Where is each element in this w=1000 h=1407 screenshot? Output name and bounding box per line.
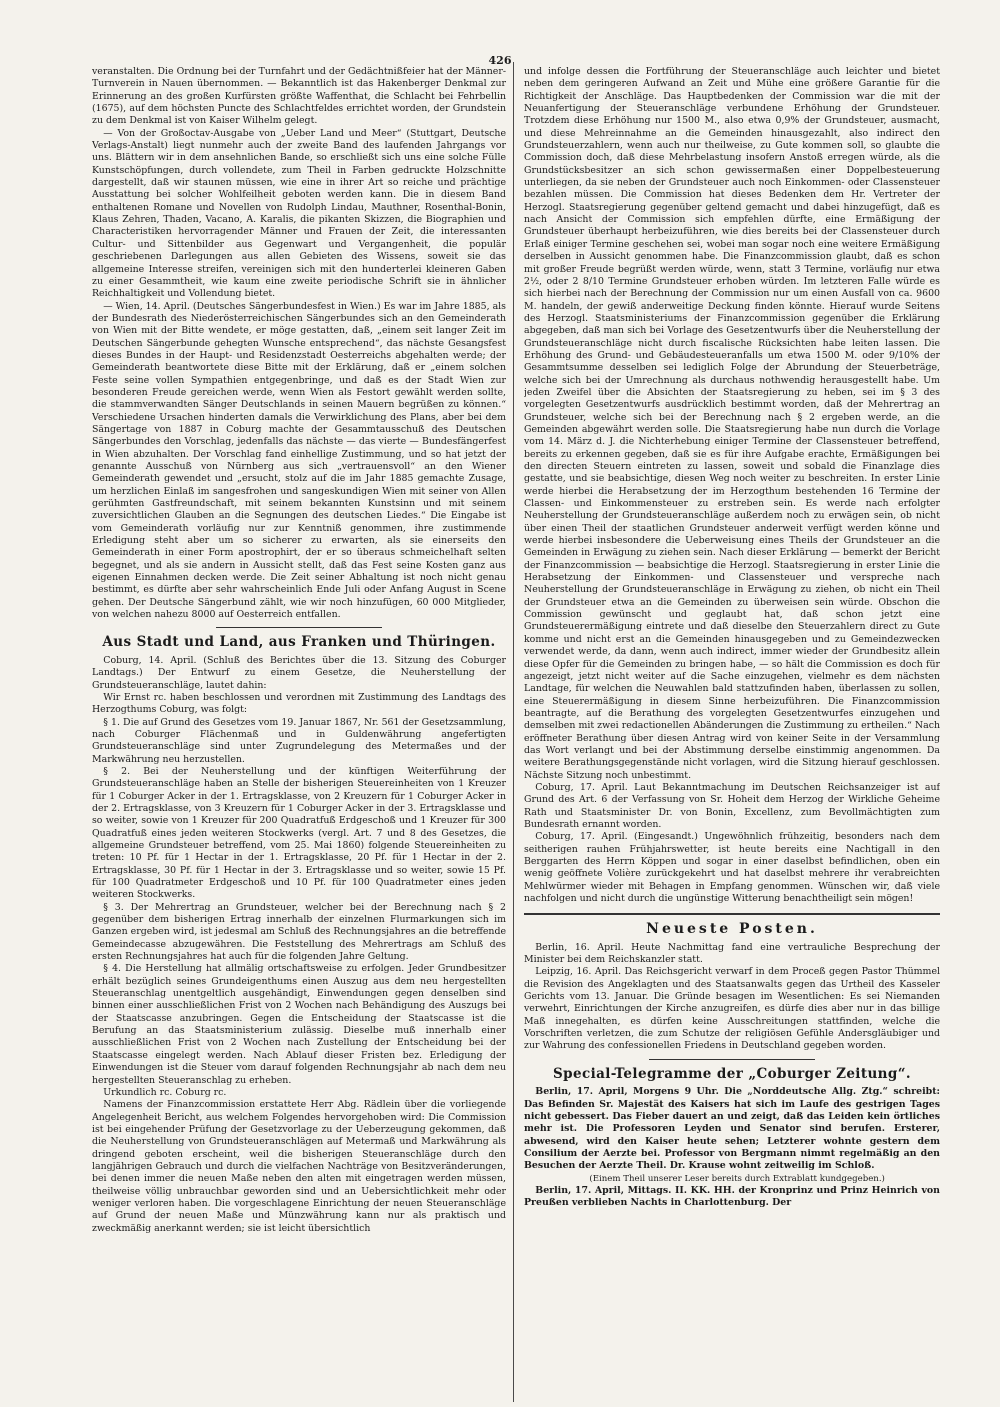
article-paragraph: Namens der Finanzcommission erstattete Herr Abg. Rädlein über die vorliegende Angelegenheit Bericht, aus welchem Folgendes hervorgehoben wird: Die Commission ist bei eingehender Prüfung der Gesetzvorlage zu der Ueberzeugung gekommen, daß die Neuherstellung von Grundsteueranschlägen auf Metermaß und Markwährung als dringend geboten erscheint, weil die bisherigen Steueranschläge durch den langjährigen Gebrauch und durch die vielfachen Nachträge von Besitzveränderungen, bei denen immer die neuen Maße neben den alten mit eingetragen werden müssen, theilweise völlig unbrauchbar geworden sind und an Uebersichtlichkeit mehr oder weniger verloren haben. Die vorgeschlagene Einrichtung der neuen Steueranschläge auf Grund der neuen Maße und Münzwährung kann nur als praktisch und zweckmäßig anerkannt werden; sie ist leicht übersichtlich xyxy=(92,1099,506,1234)
article-paragraph: § 1. Die auf Grund des Gesetzes vom 19. Januar 1867, Nr. 561 der Gesetzsammlung, nach Coburger Flächenmaß und in Guldenwährung angefertigten Grundsteueranschläge sind unter Zugrundelegung des Metermaßes und der Markwährung neu herzustellen. xyxy=(92,716,506,765)
section-divider xyxy=(216,627,382,628)
article-paragraph: Wir Ernst rc. haben beschlossen und verordnen mit Zustimmung des Landtags des Herzogthums Coburg, was folgt: xyxy=(92,691,506,716)
article-paragraph: — Wien, 14. April. (Deutsches Sängerbundesfest in Wien.) Es war im Jahre 1885, als der Bundesrath des Niederösterreichischen Sängerbundes sich an den Gemeinderath von Wien mit der Bitte wendete, er möge gestatten, daß, „einem seit langer Zeit im Deutschen Sängerbunde gehegten Wunsche entsprechend“, das nächste Gesangsfest dieses Bundes in der Haupt- und Residenzstadt Oesterreichs abgehalten werde; der Gemeinderath beantwortete diese Bitte mit der Erklärung, daß er „einem solchen Feste seine vollen Sympathien entgegenbringe, und daß es der Stadt Wien zur besonderen Freude gereichen werde, wenn Wien als Festort gewählt werden sollte, die stammverwandten Sänger Deutschlands in seinen Mauern begrüßen zu können.“ Verschiedene Ursachen hinderten damals die Verwirklichung des Plans, aber bei dem Sängertage von 1887 in Coburg machte der Gesammtausschuß des Deutschen Sängerbundes den Vorschlag, jedenfalls das nächste — das vierte — Bundesfängerfest in Wien abzuhalten. Der Vorschlag fand einhellige Zustimmung, und so hat jetzt der genannte Ausschuß von Nürnberg aus sich „vertrauensvoll“ an den Wiener Gemeinderath gewendet und „ersucht, stolz auf die im Jahr 1885 gemachte Zusage, um herzlichen Einlaß im sangesfrohen und sangeskundigen Wien mit seiner von Allen gerühmten Gastfreundschaft, mit seinem bekannten Kunstsinn und mit seinem zuversichtlichen Glauben an die Segnungen des deutschen Liedes.“ Die Eingabe ist vom Gemeinderath vorläufig nur zur Kenntniß genommen, ihre zustimmende Erledigung steht aber um so sicherer zu erwarten, als sie einerseits den Gemeinderath in einer Form apostrophirt, der er so überaus schmeichelhaft selten begegnet, und als sie andern in Aussicht stellt, daß das Fest seine Kosten ganz aus eigenen Einnahmen decken werde. Die Zeit seiner Abhaltung ist noch nicht genau bestimmt, es dürfte aber sehr wahrscheinlich Ende Juli oder Anfang August in Scene gehen. Der Deutsche Sängerbund zählt, wie wir noch hinzufügen, 60 000 Mitglieder, von welchen nahezu 8000 auf Oesterreich entfallen. xyxy=(92,300,506,621)
section-heading: Neueste Posten. xyxy=(646,921,818,938)
article-paragraph: Coburg, 17. April. Laut Bekanntmachung im Deutschen Reichsanzeiger ist auf Grund des Art. 6 der Verfassung von Sr. Hoheit dem Herzog der Wirkliche Geheime Rath und Staatsminister Dr. von Bonin, Excellenz, zum Bevollmächtigten zum Bundesrath ernannt worden. xyxy=(524,781,940,830)
page-number: 426 xyxy=(488,54,512,67)
section-divider xyxy=(649,1059,815,1060)
article-paragraph: — Von der Großoctav-Ausgabe von „Ueber Land und Meer“ (Stuttgart, Deutsche Verlags-Anstalt) liegt nunmehr auch der zweite Band des laufenden Jahrgangs vor uns. Blättern wir in dem ansehnlichen Bande, so erschließt sich uns eine solche Fülle Kunstschöpfungen, durch vollendete, zum Theil in Farben gedruckte Holzschnitte dargestellt, daß wir staunen müssen, wie eine in ihrer Art so reiche und prächtige Ausstattung bei solcher Wohlfeilheit geboten werden kann. Die in diesem Band enthaltenen Romane und Novellen von Rudolph Lindau, Mauthner, Rosenthal-Bonin, Klaus Zehren, Thaden, Vacano, A. Karalis, die pikanten Skizzen, die Biographien und Characteristiken hervorragender Männer und Frauen der Zeit, die interessanten Cultur- und Sittenbilder aus Gegenwart und Vergangenheit, die populär geschriebenen Darlegungen aus allen Gebieten des Wissens, soweit sie das allgemeine Interesse streifen, vereinigen sich mit den hunderterlei kleineren Gaben zu einer Gesammtheit, wie kaum eine zweite periodische Schrift sie in ähnlicher Reichhaltigkeit und Vollendung bietet. xyxy=(92,127,506,300)
editor-note: (Einem Theil unserer Leser bereits durch Extrablatt kundgegeben.) xyxy=(589,1173,885,1184)
section-divider xyxy=(524,913,940,915)
section-heading: Special-Telegramme der „Coburger Zeitung“. xyxy=(552,1065,912,1082)
telegram-paragraph: Berlin, 17. April, Mittags. II. KK. HH. der Kronprinz und Prinz Heinrich von Preußen verblieben Nachts in Charlottenburg. Der xyxy=(524,1184,940,1209)
article-paragraph: § 3. Der Mehrertrag an Grundsteuer, welcher bei der Berechnung nach § 2 gegenüber dem bisherigen Ertrag innerhalb der einzelnen Flurmarkungen sich im Ganzen ergeben wird, ist jedesmal am Schluß des Rechnungsjahres an die betreffende Gemeindecasse abzugewähren. Die Feststellung des Mehrertrags am Schluß des ersten Rechnungsjahres hat auch für die folgenden Jahre Geltung. xyxy=(92,901,506,963)
article-paragraph: Coburg, 17. April. (Eingesandt.) Ungewöhnlich frühzeitig, besonders nach dem seitherigen rauhen Frühjahrswetter, ist heute bereits eine Nachtigall in den Berggarten des Herrn Köppen und sogar in einer daselbst befindlichen, oben ein wenig geöffnete Volière zurückgekehrt und hat daselbst mehrere ihr verabreichten Mehlwürmer wieder mit Behagen in Empfang genommen. Wünschen wir, daß viele nachfolgen und nicht durch die ungünstige Witterung benachtheiligt sein mögen! xyxy=(524,831,940,905)
article-paragraph: und infolge dessen die Fortführung der Steueranschläge auch leichter und bietet neben dem geringeren Aufwand an Zeit und Mühe eine größere Garantie für die Richtigkeit der Anschläge. Das Hauptbedenken der Commission war die mit der Neuanfertigung der Steueranschläge verbundene Erhöhung der Grundsteuer. Trotzdem diese Erhöhung nur 1500 M., also etwa 0,9% der Grundsteuer, ausmacht, und diese Mehreinnahme an die Gemeinden hinausgezahlt, also indirect den Grundsteuerzahlern, wenn auch nur theilweise, zu Gute kommen soll, so glaubte die Commission doch, daß diese Mehrbelastung insofern Anstoß erregen würde, als die Grundstücksbesitzer an sich schon gewissermaßen einer Doppelbesteuerung unterliegen, da sie neben der Grundsteuer auch noch Einkommen- oder Classensteuer bezahlen müssen. Die Commission hat dieses Bedenken dem Hr. Vertreter der Herzogl. Staatsregierung gegenüber geltend gemacht und dabei hinzugefügt, daß es nach Ansicht der Commission sich empfehlen dürfte, eine Ermäßigung der Grundsteuer überhaupt herbeizuführen, wie dies bereits bei der Classensteuer durch Erlaß einiger Termine geschehen sei, wobei man sogar noch eine weitere Ermäßigung derselben in Aussicht genommen habe. Die Finanzcommission glaubt, daß es schon mit großer Freude begrüßt werden würde, wenn, statt 3 Termine, vorläufig nur etwa 2½, oder 2 8/10 Termine Grundsteuer erhoben würden. Im letzteren Falle würde es sich hierbei nach der Berechnung der Commission nur um einen Ausfall von ca. 9600 M. handeln, der gewiß anderweitige Deckung finden könnte. Hierauf wurde Seitens des Herzogl. Staatsministeriums der Finanzcommission gegenüber die Erklärung abgegeben, daß man sich bei Vorlage des Gesetzentwurfs über die Neuherstellung der Grundsteueranschläge nicht durch fiscalische Rücksichten habe leiten lassen. Die Erhöhung des Grund- und Gebäudesteueranfalls um etwa 1500 M. oder 9/10% der Gesammtsumme desselben sei lediglich Folge der Abrundung der Steuerbeträge, welche sich bei der Umrechnung als durchaus nothwendig herausgestellt habe. Um jeden Zweifel über die Absichten der Staatsregierung zu heben, sei im § 3 des vorgelegten Gesetzentwurfs ausdrücklich bestimmt worden, daß der Mehrertrag an Grundsteuer, welche sich bei der Berechnung nach § 2 ergeben werde, an die Gemeinden abgewährt werden solle. Die Staatsregierung habe nun durch die Vorlage vom 14. März d. J. die Nichterhebung einiger Termine der Classensteuer betreffend, bereits zu erkennen gegeben, daß sie es für ihre Aufgabe erachte, Ermäßigungen bei den directen Steuern eintreten zu lassen, soweit und sobald die Finanzlage dies gestatte, und sie beabsichtige, diesen Weg noch weiter zu beschreiten. In erster Linie werde hierbei die Herabsetzung der im Herzogthum bestehenden 16 Termine der Classen- und Einkommensteuer zu erstreben sein. Es werde nach erfolgter Neuherstellung der Grundsteueranschläge außerdem noch zu erwägen sein, ob nicht über einen Theil der staatlichen Grundsteuer anderweit verfügt werden könne und werde hierbei insbesondere die Ueberweisung eines Theils der Grundsteuer an die Gemeinden in Erwägung zu ziehen sein. Nach dieser Erklärung — bemerkt der Bericht der Finanzcommission — beabsichtige die Herzogl. Staatsregierung in erster Linie die Herabsetzung der Einkommen- und Classensteuer und verspreche nach Neuherstellung der Grundsteueranschläge in Erwägung zu ziehen, ob nicht ein Theil der Grundsteuer etwa an die Gemeinden zu überweisen sein würde. Obschon die Commission gewünscht und geglaubt hat, daß schon jetzt eine Grundsteuerermäßigung eintrete und daß dieselbe den Steuerzahlern direct zu Gute komme und nicht erst an die Gemeinden hinausgegeben und zu Gemeindezwecken verwendet werde, da dann, wenn auch indirect, immer wieder der Grundbesitz allein diese Opfer für die Gemeinden zu bringen habe, — so hält die Commission es doch für angezeigt, jetzt nicht weiter auf die Sache einzugehen, vielmehr es dem nächsten Landtage, für welchen die Neuwahlen bald stattzufinden haben, überlassen zu sollen, eine Steuerermäßigung in diesem Sinne herbeizuführen. Die Finanzcommission beantragte, auf die Berathung des vorgelegten Gesetzentwurfes einzugehen und demselben mit zwei redactionellen Abänderungen die Zustimmung zu ertheilen.“ Nach eröffneter Berathung über diesen Antrag wird von keiner Seite in der Versammlung das Wort verlangt und bei der Abstimmung derselbe einstimmig angenommen. Da weitere Berathungsgegenstände nicht vorlagen, wird die Sitzung hierauf geschlossen. Nächste Sitzung noch unbestimmt. xyxy=(524,66,940,781)
article-paragraph: Berlin, 16. April. Heute Nachmittag fand eine vertrauliche Besprechung der Minister bei dem Reichskanzler statt. xyxy=(524,941,940,966)
article-paragraph: Leipzig, 16. April. Das Reichsgericht verwarf in dem Proceß gegen Pastor Thümmel die Revision des Angeklagten und des Staatsanwalts gegen das Urtheil des Kasseler Gerichts vom 13. Januar. Die Gründe besagen im Wesentlichen: Es sei Niemanden verwehrt, Einrichtungen der Kirche anzugreifen, es dürfe dies aber nur in das billige Maß innegehalten, es dürfen keine Ausschreitungen stattfinden, welche die Vorschriften verletzen, die zum Schutze der religiösen Gefühle Andersgläubiger und zur Wahrung des confessionellen Friedens in Deutschland gegeben worden. xyxy=(524,966,940,1052)
article-paragraph: § 4. Die Herstellung hat allmälig ortschaftsweise zu erfolgen. Jeder Grundbesitzer erhält bezüglich seines Grundeigenthums einen Auszug aus dem neu hergestellten Steueranschlag unentgeltlich ausgehändigt, Einwendungen gegen denselben sind binnen einer ausschließlichen Frist von 2 Wochen nach Behändigung des Auszugs bei der Staatscasse anzubringen. Gegen die Entscheidung der Staatscasse ist die Berufung an das Staatsministerium zulässig. Dieselbe muß innerhalb einer ausschließlichen Frist von 2 Wochen nach Zustellung der Entscheidung bei der Staatscasse eingelegt werden. Nach Ablauf dieser Fristen bez. Erledigung der Einwendungen ist die Steuer vom darauf folgenden Rechnungsjahr ab nach dem neu hergestellten Steueranschlag zu erheben. xyxy=(92,963,506,1086)
section-heading: Aus Stadt und Land, aus Franken und Thüringen. xyxy=(102,634,496,651)
right-column xyxy=(524,66,940,1401)
article-paragraph: veranstalten. Die Ordnung bei der Turnfahrt und der Gedächtnißfeier hat der Männer-Turnverein in Nauen übernommen. — Bekanntlich ist das Hakenberger Denkmal zur Erinnerung an des großen Kurfürsten größte Waffenthat, die Schlacht bei Fehrbellin (1675), auf dem höchsten Puncte des Schlachtfeldes errichtet worden, der Grundstein zu dem Denkmal ist von Kaiser Wilhelm gelegt. xyxy=(92,66,506,127)
article-paragraph: Coburg, 14. April. (Schluß des Berichtes über die 13. Sitzung des Coburger Landtags.) Der Entwurf zu einem Gesetze, die Neuherstellung der Grundsteueranschläge, lautet dahin: xyxy=(92,654,506,691)
article-paragraph: Urkundlich rc. Coburg rc. xyxy=(103,1086,227,1098)
telegram-paragraph: Berlin, 17. April, Morgens 9 Uhr. Die „Norddeutsche Allg. Ztg.“ schreibt: Das Befinden Sr. Majestät des Kaisers hat sich im Laufe des gestrigen Tages nicht gebessert. Das Fieber dauert an und zeigt, daß das Leiden kein örtliches mehr ist. Die Professoren Leyden und Senator sind berufen. Ersterer, abwesend, wird den Kaiser heute sehen; Letzterer wohnte gestern dem Consilium der Aerzte bei. Professor von Bergmann nimmt regelmäßig an den Besuchen der Aerzte Theil. Dr. Krause wohnt zeitweilig im Schloß. xyxy=(524,1086,940,1172)
article-paragraph: § 2. Bei der Neuherstellung und der künftigen Weiterführung der Grundsteueranschläge haben an Stelle der bisherigen Steuereinheiten von 1 Kreuzer für 1 Coburger Acker in der 1. Ertragsklasse, von 2 Kreuzern für 1 Coburger Acker in der 2. Ertragsklasse, von 3 Kreuzern für 1 Coburger Acker in der 3. Ertragsklasse und so weiter, sowie von 1 Kreuzer für 200 Quadratfuß Erdgeschoß und 1 Kreuzer für 300 Quadratfuß eines jeden weiteren Stockwerks (vergl. Art. 7 und 8 des Gesetzes, die allgemeine Grundsteuer betreffend, vom 25. Mai 1860) folgende Steuereinheiten zu treten: 10 Pf. für 1 Hectar in der 1. Ertragsklasse, 20 Pf. für 1 Hectar in der 2. Ertragsklasse, 30 Pf. für 1 Hectar in der 3. Ertragsklasse und so weiter, sowie 15 Pf. für 100 Quadratmeter Erdgeschoß und 10 Pf. für 100 Quadratmeter eines jeden weiteren Stockwerks. xyxy=(92,765,506,901)
column-divider xyxy=(513,62,514,1402)
left-column xyxy=(92,66,506,1401)
